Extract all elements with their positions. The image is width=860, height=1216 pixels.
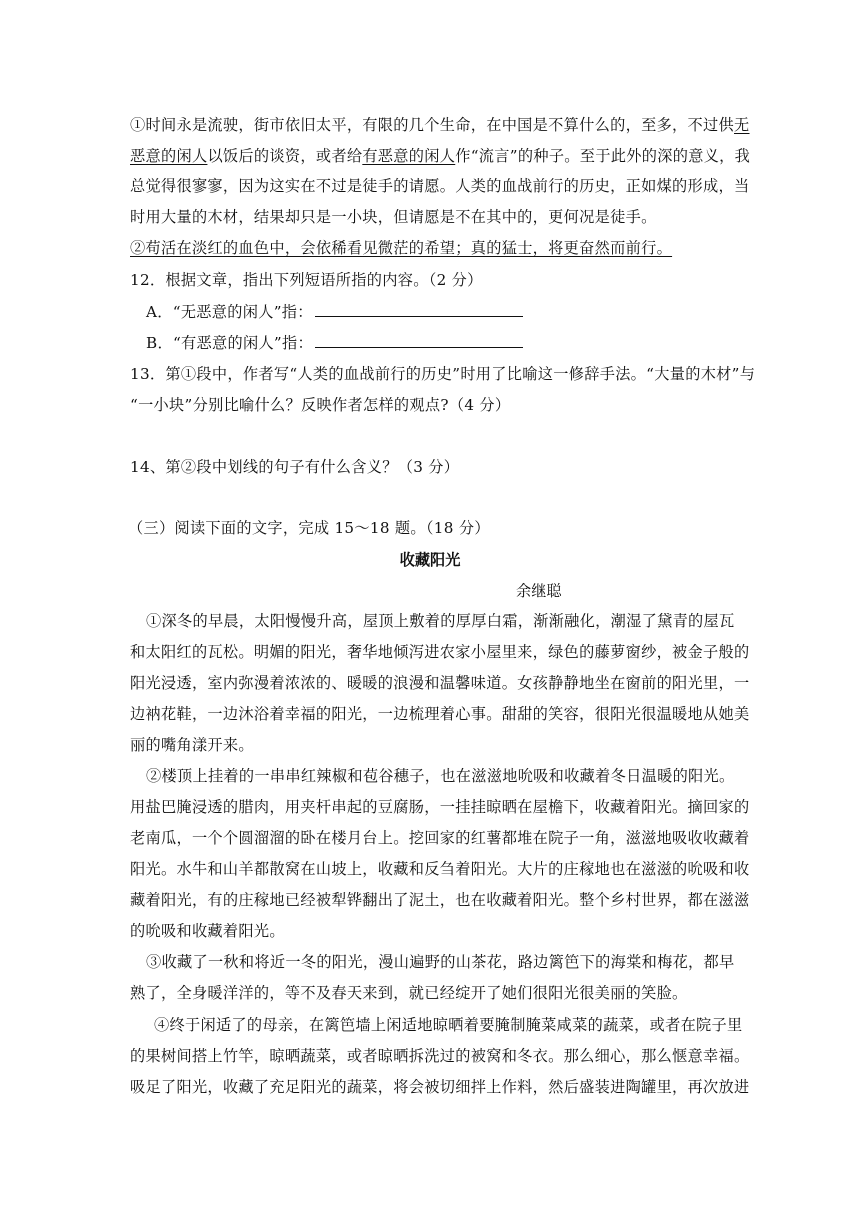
para1-line: ①深冬的早晨，太阳慢慢升高，屋顶上敷着的厚厚白霜，渐渐融化，潮湿了黛青的屋瓦 xyxy=(146,612,735,630)
section3-intro: （三）阅读下面的文字，完成 15～18 题。（18 分） xyxy=(128,519,490,537)
question-12b xyxy=(146,333,523,353)
passage2-para-2 xyxy=(130,238,672,258)
underlined-phrase: 无 xyxy=(734,116,750,134)
question-13-line-1: 13．第①段中，作者写“人类的血战前行的历史”时用了比喻这一修辞手法。“大量的木材”与 xyxy=(130,365,756,383)
question-label: A．“无恶意的闲人”指： xyxy=(146,303,313,321)
para2-line: 老南瓜，一个个圆溜溜的卧在楼月台上。挖回家的红薯都堆在院子一角，滋滋地吸收收藏着 xyxy=(130,829,750,847)
para1-line: 阳光浸透，室内弥漫着浓浓的、暖暖的浪漫和温馨味道。女孩静静地坐在窗前的阳光里，一 xyxy=(130,674,750,692)
para3-line: ③收藏了一秋和将近一冬的阳光，漫山遍野的山茶花，路边篱笆下的海棠和梅花，都早 xyxy=(146,953,735,971)
passage2-line-2 xyxy=(130,146,750,166)
passage-text: 作“流言”的种子。至于此外的深的意义，我 xyxy=(455,147,751,165)
para2-line: 用盐巴腌浸透的腊肉，用夹杆串起的豆腐肠，一挂挂晾晒在屋檐下，收藏着阳光。摘回家的 xyxy=(130,798,750,816)
underlined-sentence: 苟活在淡红的血色中，会依稀看见微茫的希望；真的猛士，将更奋然而前行。 xyxy=(145,239,673,257)
para1-line: 丽的嘴角漾开来。 xyxy=(130,736,254,754)
question-12: 12．根据文章，指出下列短语所指的内容。（2 分） xyxy=(130,271,483,289)
passage2-line-4: 时用大量的木材，结果却只是一小块，但请愿是不在其中的，更何况是徒手。 xyxy=(130,208,657,226)
underlined-phrase: 有恶意的闲人 xyxy=(362,147,456,165)
para2-line: 的吮吸和收藏着阳光。 xyxy=(130,922,285,940)
para1-line: 边衲花鞋，一边沐浴着幸福的阳光，一边梳理着心事。甜甜的笑容，很阳光很温暖地从她美 xyxy=(130,705,750,723)
para2-line: ②楼顶上挂着的一串串红辣椒和苞谷穗子，也在滋滋地吮吸和收藏着冬日温暖的阳光。 xyxy=(146,767,735,785)
passage-text: ①时间永是流驶，街市依旧太平，有限的几个生命，在中国是不算什么的，至多，不过供 xyxy=(130,116,735,134)
question-label: B．“有恶意的闲人”指： xyxy=(146,334,313,352)
para3-line: 熟了，全身暖洋洋的，等不及春天来到，就已经绽开了她们很阳光很美丽的笑脸。 xyxy=(130,984,688,1002)
para4-line: 的果树间搭上竹竿，晾晒蔬菜，或者晾晒拆洗过的被窝和冬衣。那么细心，那么惬意幸福。 xyxy=(130,1047,750,1065)
question-12a xyxy=(146,302,523,322)
question-14: 14、第②段中划线的句子有什么含义？（3 分） xyxy=(130,458,460,476)
question-13-line-2: “一小块”分别比喻什么？反映作者怎样的观点?（4 分） xyxy=(130,396,511,414)
para2-line: 阳光。水牛和山羊都散窝在山坡上，收藏和反刍着阳光。大片的庄稼地也在滋滋的吮吸和收 xyxy=(130,860,750,878)
para-number: ② xyxy=(130,239,146,257)
underlined-phrase: 恶意的闲人 xyxy=(130,147,208,165)
answer-blank-b[interactable] xyxy=(315,333,523,348)
article-author: 余继聪 xyxy=(516,582,562,600)
para1-line: 和太阳红的瓦松。明媚的阳光，奢华地倾泻进农家小屋里来，绿色的藤萝窗纱，被金子般的 xyxy=(130,643,750,661)
article-title: 收藏阳光 xyxy=(399,551,461,569)
passage2-line-1 xyxy=(130,115,750,135)
para2-line: 藏着阳光，有的庄稼地已经被犁铧翻出了泥土，也在收藏着阳光。整个乡村世界，都在滋滋 xyxy=(130,891,750,909)
para4-line: 吸足了阳光，收藏了充足阳光的蔬菜，将会被切细拌上作料，然后盛装进陶罐里，再次放进 xyxy=(130,1078,750,1096)
passage2-line-3: 总觉得很寥寥，因为这实在不过是徒手的请愿。人类的血战前行的历史，正如煤的形成，当 xyxy=(130,177,750,195)
passage-text: 以饭后的谈资，或者给 xyxy=(207,147,363,165)
answer-blank-a[interactable] xyxy=(315,302,523,317)
para4-line: ④终于闲适了的母亲，在篱笆墙上闲适地晾晒着要腌制腌菜咸菜的蔬菜，或者在院子里 xyxy=(154,1016,743,1034)
